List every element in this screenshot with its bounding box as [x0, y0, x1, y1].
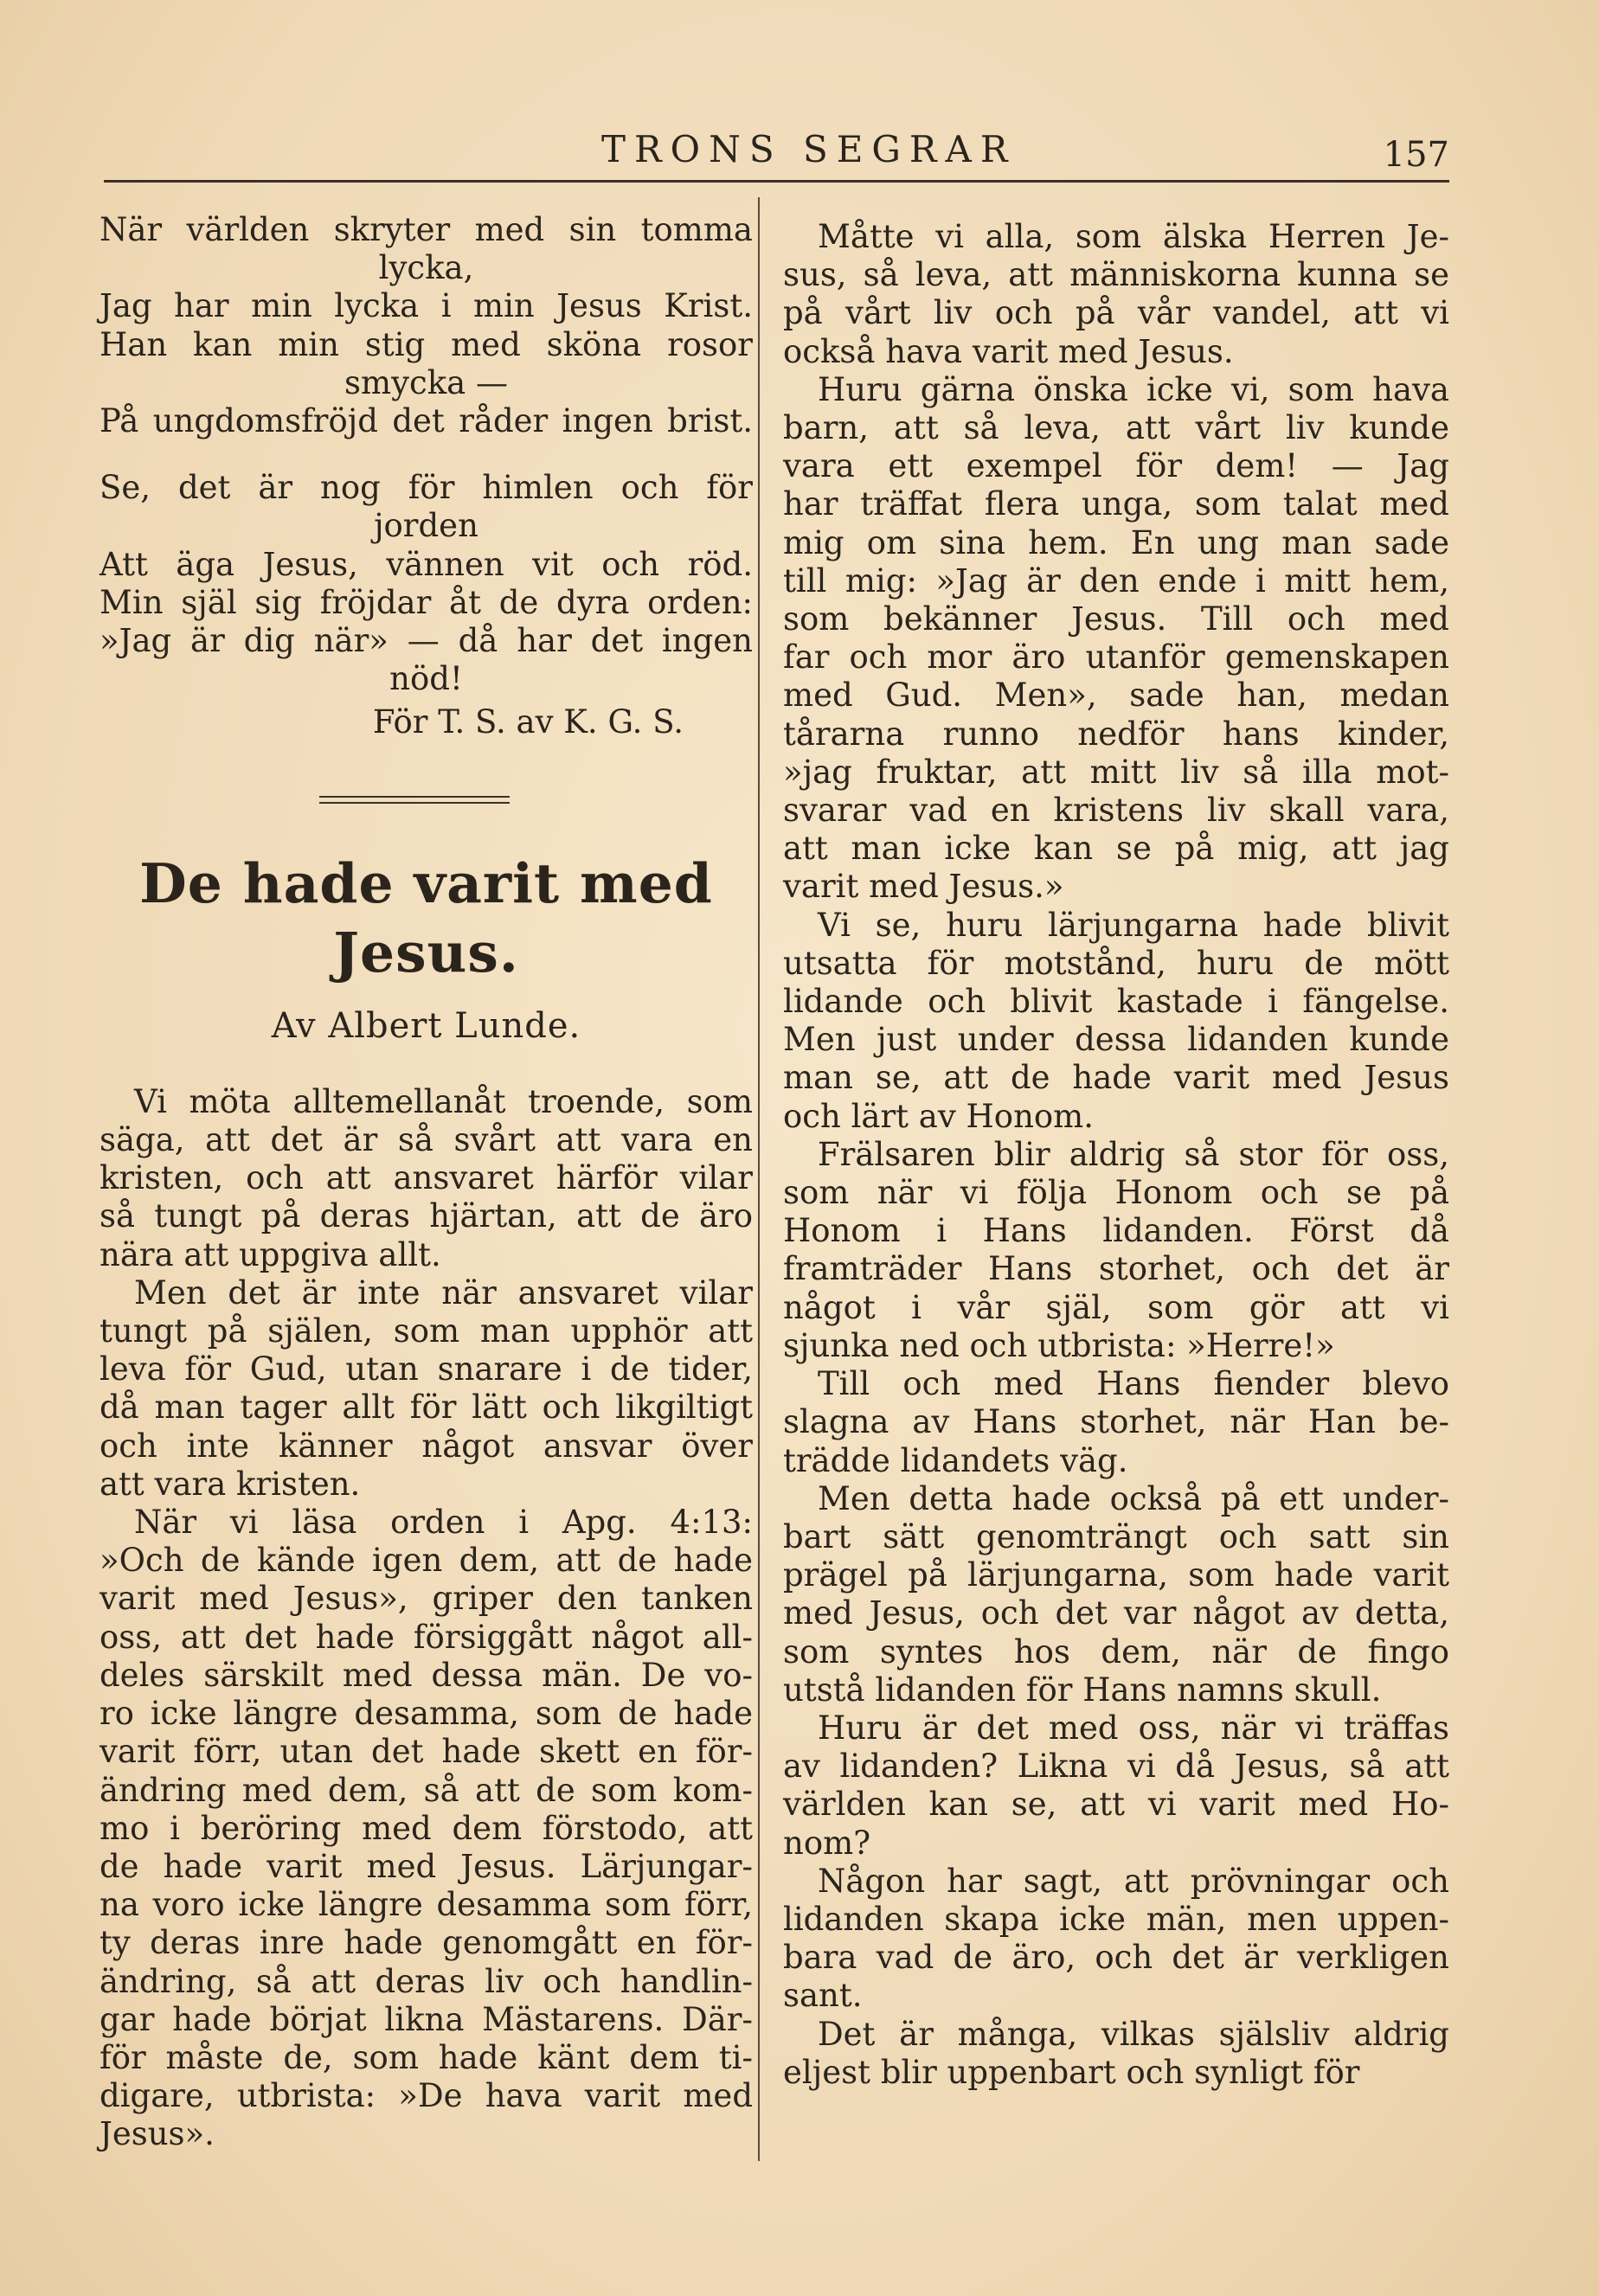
text-line: barn, att så leva, att vårt liv kunde	[783, 409, 1449, 447]
poem-signature: För T. S. av K. G. S.	[372, 703, 684, 741]
text-line: något i vår själ, som gör att vi	[783, 1288, 1449, 1326]
text-line: nom?	[783, 1824, 871, 1862]
text-line: sjunka ned och utbrista: »Herre!»	[783, 1326, 1335, 1364]
text-line: varit med Jesus.»	[783, 868, 1064, 906]
text-line: Någon har sagt, att prövningar och	[818, 1862, 1449, 1900]
text-line: ty deras inre hade genomgått en för-	[100, 1924, 753, 1962]
poem	[100, 211, 753, 742]
text-line: för måste de, som hade känt dem ti-	[100, 2038, 753, 2076]
text-line: med Gud. Men», sade han, medan	[783, 677, 1449, 715]
paragraph	[783, 218, 1449, 371]
right-column	[783, 218, 1449, 2092]
text-line: utstå lidanden för Hans namns skull.	[783, 1671, 1382, 1709]
paragraph	[783, 371, 1449, 907]
poem-line: Han kan min stig med sköna rosor	[100, 325, 753, 363]
text-line: utsatta för motstånd, huru de mött	[783, 944, 1449, 982]
page-header	[104, 128, 1449, 180]
text-line: slagna av Hans storhet, när Han be-	[783, 1403, 1449, 1441]
text-line: Jesus».	[100, 2115, 215, 2153]
text-line: har träffat flera unga, som talat med	[783, 485, 1449, 523]
text-line: man se, att de hade varit med Jesus	[783, 1059, 1449, 1097]
text-line: trädde lidandets väg.	[783, 1441, 1128, 1479]
paragraph	[783, 1136, 1449, 1365]
header-rule	[104, 180, 1449, 183]
text-line: Vi se, huru lärjungarna hade blivit	[818, 906, 1449, 944]
text-line: Frälsaren blir aldrig så stor för oss,	[818, 1135, 1449, 1173]
article-author: Av Albert Lunde.	[271, 1005, 581, 1046]
text-line: Det är många, vilkas själsliv aldrig	[818, 2015, 1449, 2053]
text-line: Honom i Hans lidanden. Först då	[783, 1212, 1449, 1250]
poem-line: Min själ sig fröjdar åt de dyra orden:	[100, 583, 753, 621]
poem-stanza-1	[100, 211, 753, 440]
text-line: av lidanden? Likna vi då Jesus, så att	[783, 1748, 1449, 1786]
text-line: gar hade börjat likna Mästarens. Där-	[100, 2000, 753, 2038]
running-title: TRONS SEGRAR	[601, 128, 1017, 170]
article-body-right	[783, 218, 1449, 2092]
text-line: digare, utbrista: »De hava varit med	[100, 2077, 753, 2115]
text-line: att vara kristen.	[100, 1465, 361, 1503]
text-line: nära att uppgiva allt.	[100, 1235, 441, 1273]
text-line: på vårt liv och på vår vandel, att vi	[783, 294, 1449, 332]
poem-line: lycka,	[378, 249, 474, 287]
text-line: Vi möta alltemellanåt troende, som	[134, 1082, 753, 1120]
text-line: så tungt på deras hjärtan, att de äro	[100, 1197, 753, 1235]
text-line: till mig: »Jag är den ende i mitt hem,	[783, 561, 1449, 600]
paragraph	[783, 1365, 1449, 1480]
text-line: ro icke längre desamma, som de hade	[100, 1695, 753, 1733]
poem-line: nöd!	[389, 660, 463, 698]
text-line: »jag fruktar, att mitt liv så illa mot-	[783, 753, 1449, 791]
text-line: oss, att det hade försiggått något all-	[100, 1618, 753, 1656]
text-line: Men det är inte när ansvaret vilar	[134, 1273, 753, 1312]
text-line: Måtte vi alla, som älska Herren Je-	[818, 218, 1449, 255]
text-line: svarar vad en kristens liv skall vara,	[783, 792, 1449, 830]
text-line: ändring med dem, så att de som kom-	[100, 1771, 753, 1809]
poem-line: När världen skryter med sin tomma	[100, 211, 753, 248]
text-line: som när vi följa Honom och se på	[783, 1174, 1449, 1212]
text-line: eljest blir uppenbart och synligt för	[783, 2053, 1360, 2091]
text-line: na voro icke längre desamma som förr,	[100, 1886, 753, 1924]
text-line: framträder Hans storhet, och det är	[783, 1250, 1449, 1288]
text-line: med Jesus, och det var något av detta,	[783, 1594, 1449, 1632]
text-line: som bekänner Jesus. Till och med	[783, 600, 1449, 638]
text-line: säga, att det är så svårt att vara en	[100, 1121, 753, 1159]
text-line: lidanden skapa icke män, men uppen-	[783, 1900, 1449, 1938]
left-column	[100, 211, 753, 2154]
paragraph	[783, 2016, 1449, 2092]
text-line: varit förr, utan det hade skett en för-	[100, 1733, 753, 1771]
section-divider-ornament	[319, 796, 510, 804]
text-line: lidande och blivit kastade i fängelse.	[783, 983, 1449, 1021]
text-line: och inte känner något ansvar över	[100, 1427, 753, 1465]
text-line: Huru gärna önska icke vi, som hava	[818, 370, 1449, 408]
poem-line: smycka —	[344, 363, 508, 401]
poem-stanza-2	[100, 469, 753, 698]
poem-line: »Jag är dig när» — då har det ingen	[100, 622, 753, 660]
text-line: deles särskilt med dessa män. De vo-	[100, 1656, 753, 1694]
text-line: som syntes hos dem, när de fingo	[783, 1632, 1449, 1671]
paragraph	[100, 1274, 753, 1504]
text-line: ändring, så att deras liv och handlin-	[100, 1962, 753, 2000]
text-line: då man tager allt för lätt och likgiltigt	[100, 1389, 753, 1427]
text-line: sus, så leva, att människorna kunna se	[783, 256, 1449, 294]
paragraph	[783, 907, 1449, 1136]
text-line: tårarna runno nedför hans kinder,	[783, 715, 1449, 753]
paragraph	[100, 1083, 753, 1274]
text-line: tungt på själen, som man upphör att	[100, 1312, 753, 1350]
text-line: och lärt av Honom.	[783, 1097, 1095, 1135]
text-line: sant.	[783, 1977, 863, 2015]
text-line: Till och med Hans fiender blevo	[818, 1365, 1449, 1403]
text-line: kristen, och att ansvaret härför vilar	[100, 1159, 753, 1197]
text-line: mo i beröring med dem förstodo, att	[100, 1809, 753, 1847]
text-line: världen kan se, att vi varit med Ho-	[783, 1786, 1449, 1824]
text-line: vara ett exempel för dem! — Jag	[783, 447, 1449, 485]
paragraph	[783, 1480, 1449, 1709]
paragraph	[100, 1504, 753, 2153]
poem-line: Se, det är nog för himlen och för	[100, 469, 753, 507]
text-line: de hade varit med Jesus. Lärjungar-	[100, 1847, 753, 1885]
page-number: 157	[1383, 135, 1449, 175]
text-line: När vi läsa orden i Apg. 4:13:	[134, 1504, 753, 1542]
paragraph	[783, 1709, 1449, 1863]
article-title: De hade varit med Jesus.	[139, 850, 713, 984]
poem-line: jorden	[374, 507, 478, 545]
text-line: far och mor äro utanför gemenskapen	[783, 638, 1449, 677]
poem-line: På ungdomsfröjd det råder ingen brist.	[100, 402, 753, 440]
text-line: att man icke kan se på mig, att jag	[783, 830, 1449, 868]
poem-line: Jag har min lycka i min Jesus Krist.	[100, 287, 753, 325]
text-line: Huru är det med oss, när vi träffas	[818, 1709, 1449, 1747]
text-line: »Och de kände igen dem, att de hade	[100, 1542, 753, 1580]
text-line: prägel på lärjungarna, som hade varit	[783, 1556, 1449, 1594]
text-line: Men just under dessa lidanden kunde	[783, 1021, 1449, 1059]
article-body-left	[100, 1083, 753, 2154]
column-divider	[758, 197, 760, 2161]
poem-line: Att äga Jesus, vännen vit och röd.	[100, 545, 753, 583]
text-line: leva för Gud, utan snarare i de tider,	[100, 1350, 753, 1389]
text-line: bara vad de äro, och det är verkligen	[783, 1939, 1449, 1977]
text-line: också hava varit med Jesus.	[783, 332, 1234, 370]
text-line: Men detta hade också på ett under-	[818, 1479, 1449, 1517]
paragraph	[783, 1863, 1449, 2016]
text-line: bart sätt genomträngt och satt sin	[783, 1517, 1449, 1555]
text-line: mig om sina hem. En ung man sade	[783, 523, 1449, 561]
text-line: varit med Jesus», griper den tanken	[100, 1580, 753, 1618]
